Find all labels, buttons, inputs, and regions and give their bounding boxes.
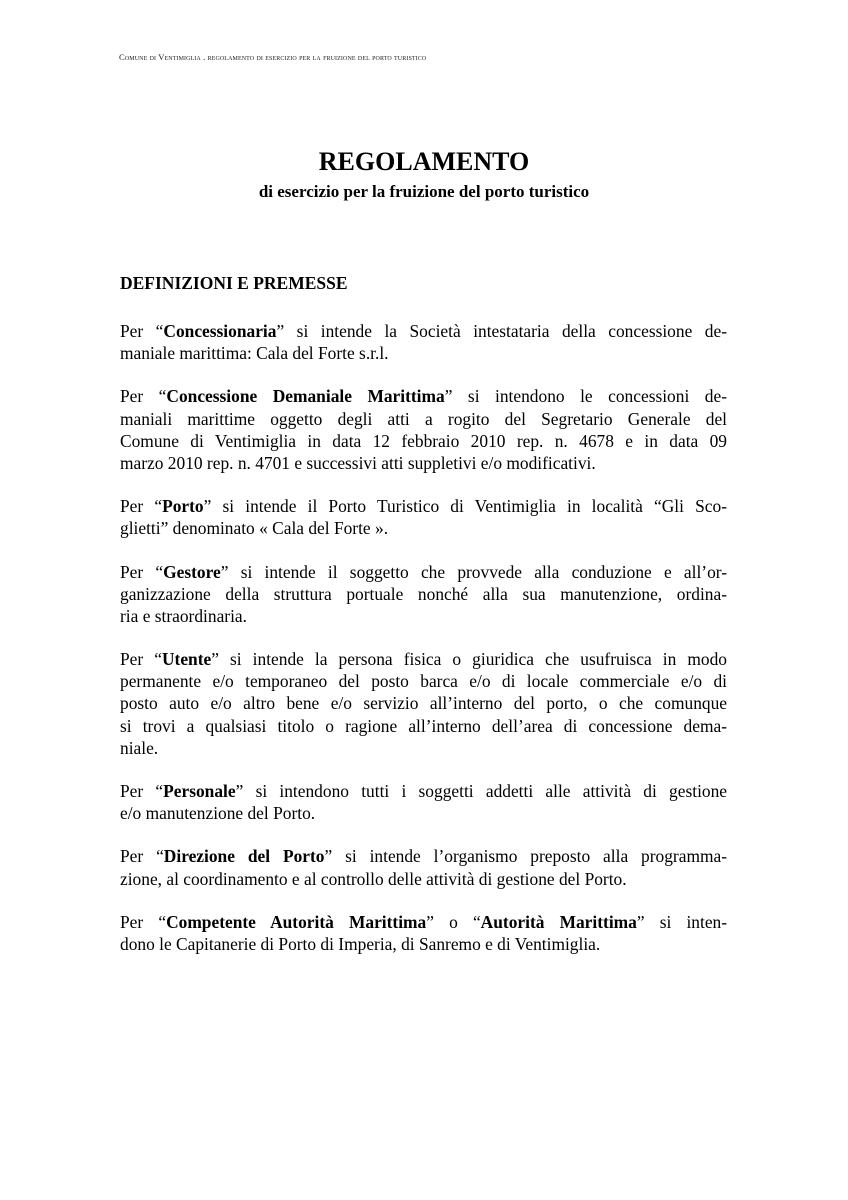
definition-paragraph <box>120 911 727 955</box>
text-line <box>120 868 727 890</box>
text-segment: Per “ <box>120 781 164 801</box>
defined-term: Utente <box>161 649 212 670</box>
text-segment: ria e straordinaria. <box>120 605 247 626</box>
text-line <box>120 408 727 430</box>
text-line <box>120 780 727 802</box>
text-segment: ” si intende la persona fisica o giuridica che usufruisca in modo <box>211 649 727 670</box>
text-segment: zione, al coordinamento e al controllo delle attività di gestione del Porto. <box>120 868 627 889</box>
text-line <box>120 737 727 759</box>
text-segment: marzo 2010 rep. n. 4701 e successivi atti suppletivi e/o modificativi. <box>120 452 596 473</box>
text-line <box>120 648 727 670</box>
defined-term: Personale <box>163 781 236 801</box>
text-line <box>120 385 727 407</box>
defined-term: Competente Autorità Marittima <box>166 911 427 932</box>
text-segment: ” o “ <box>426 911 481 932</box>
document-title: REGOLAMENTO <box>318 147 530 176</box>
defined-term: Porto <box>162 496 204 517</box>
text-line <box>120 605 727 627</box>
text-segment: posto auto e/o altro bene e/o servizio all’interno del porto, o che comunque <box>120 693 727 714</box>
text-segment: permanente e/o temporaneo del posto barca e/o di locale commerciale e/o di <box>120 671 727 692</box>
defined-term: Concessione Demaniale Marittima <box>166 386 445 407</box>
text-segment: ” si intendono le concessioni de- <box>444 386 727 407</box>
text-segment: niale. <box>120 737 159 758</box>
defined-term: Autorità Marittima <box>480 911 637 932</box>
running-header: Comune di Ventimiglia . regolamento di esercizio per la fruizione del porto turistico <box>119 52 427 62</box>
definition-paragraph <box>120 495 727 539</box>
text-segment: ” si intende il soggetto che provvede alla conduzione e all’or- <box>220 561 727 582</box>
text-line <box>120 495 727 517</box>
document-body <box>120 320 727 976</box>
defined-term: Concessionaria <box>163 321 277 341</box>
text-line <box>120 715 727 737</box>
text-segment: dono le Capitanerie di Porto di Imperia, di Sanremo e di Ventimiglia. <box>120 933 601 954</box>
text-segment: Per “ <box>120 911 167 932</box>
text-line <box>120 517 727 539</box>
text-line <box>120 692 727 714</box>
text-segment: Per “ <box>120 321 164 341</box>
text-segment: ” si intende la Società intestataria della concessione de- <box>276 321 727 341</box>
definition-paragraph <box>120 845 727 889</box>
text-line <box>120 342 727 364</box>
text-segment: Per “ <box>120 846 164 867</box>
text-segment: e/o manutenzione del Porto. <box>120 803 316 824</box>
text-line <box>120 561 727 583</box>
definition-paragraph <box>120 320 727 364</box>
text-line <box>120 430 727 452</box>
text-segment: Per “ <box>120 496 163 517</box>
text-segment: glietti” denominato « Cala del Forte ». <box>120 518 389 539</box>
definition-paragraph <box>120 780 727 824</box>
text-segment: ” si intende l’organismo preposto alla programma- <box>324 846 728 867</box>
text-line <box>120 802 727 824</box>
text-segment: ” si intende il Porto Turistico di Ventimiglia in località “Gli Sco- <box>203 496 728 517</box>
text-segment: Comune di Ventimiglia in data 12 febbraio 2010 rep. n. 4678 e in data 09 <box>120 430 727 451</box>
definition-paragraph <box>120 561 727 628</box>
text-segment: ganizzazione della struttura portuale nonché alla sua manutenzione, ordina- <box>120 583 727 604</box>
text-line <box>120 911 727 933</box>
text-segment: si trovi a qualsiasi titolo o ragione all’interno dell’area di concessione dema- <box>120 715 727 736</box>
text-line <box>120 670 727 692</box>
section-heading: DEFINIZIONI E PREMESSE <box>120 273 348 293</box>
text-segment: Per “ <box>120 386 167 407</box>
defined-term: Direzione del Porto <box>163 846 325 867</box>
text-line <box>120 933 727 955</box>
text-segment: ” si intendono tutti i soggetti addetti alle attività di gestione <box>235 781 728 801</box>
text-segment: ” si inten- <box>636 911 728 932</box>
text-line <box>120 320 727 342</box>
text-segment: Per “ <box>120 561 164 582</box>
document-subtitle: di esercizio per la fruizione del porto turistico <box>258 182 590 201</box>
text-segment: maniali marittime oggetto degli atti a rogito del Segretario Generale del <box>120 408 727 429</box>
text-line <box>120 452 727 474</box>
text-line <box>120 583 727 605</box>
definition-paragraph <box>120 648 727 759</box>
definition-paragraph <box>120 385 727 474</box>
text-segment: maniale marittima: Cala del Forte s.r.l. <box>120 343 389 364</box>
text-segment: Per “ <box>120 649 162 670</box>
text-line <box>120 845 727 867</box>
defined-term: Gestore <box>163 561 221 582</box>
